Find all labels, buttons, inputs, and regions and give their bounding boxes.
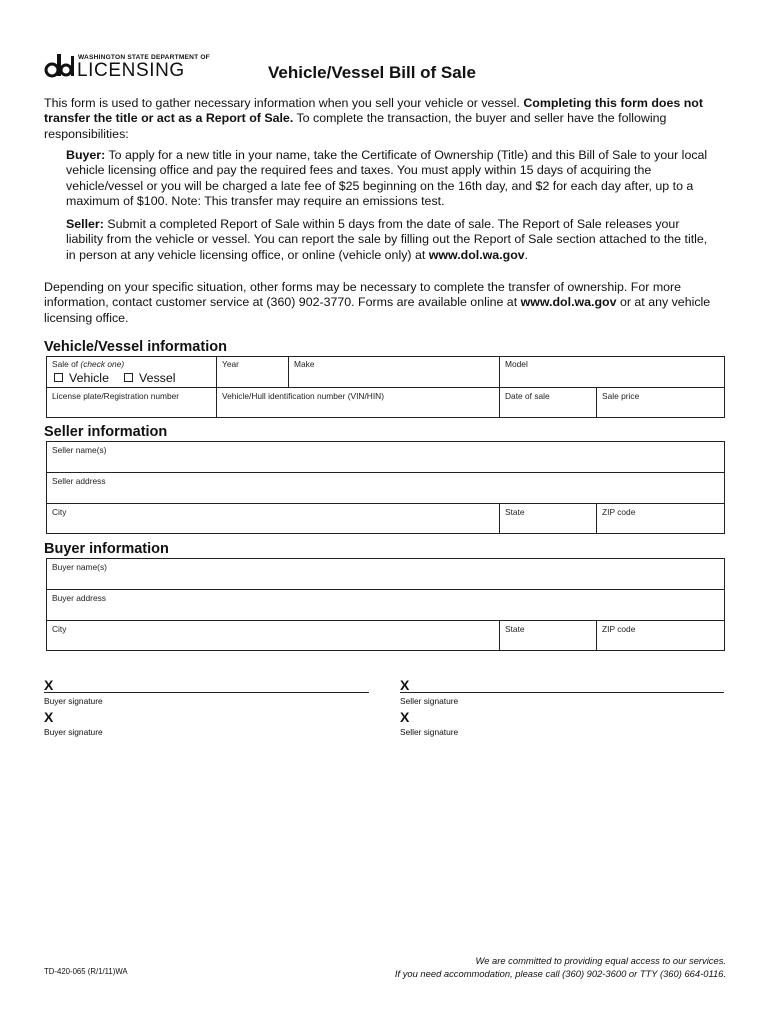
buyer-city-field[interactable]: City xyxy=(52,624,67,634)
seller-responsibility: Seller: Submit a completed Report of Sale within 5 days from the date of sale. The Report of Sale releases your liability from the vehicle or vessel. You can report the sale by filling out the Report of Sale section attached to the title, in person at any vehicle licensing office, or online (vehicle only) at www.dol.wa.gov. xyxy=(66,217,708,262)
vessel-checkbox[interactable] xyxy=(124,373,133,382)
vehicle-option-label: Vehicle xyxy=(69,371,109,385)
buyer-zip-field[interactable]: ZIP code xyxy=(602,624,636,634)
other-forms-paragraph: Depending on your specific situation, other forms may be necessary to complete the transfer of ownership. For more information, contact customer service at (360) 902-3770. Forms are available online at www.dol.wa.gov or at any vehicle licensing office. xyxy=(44,280,711,325)
signature-mark: X xyxy=(44,677,54,693)
agency-logo xyxy=(44,48,210,84)
vehicle-section-heading: Vehicle/Vessel information xyxy=(44,339,227,355)
seller-address-field[interactable]: Seller address xyxy=(52,476,106,486)
dol-website-link-2[interactable]: www.dol.wa.gov xyxy=(520,295,617,310)
buyer-responsibility: Buyer: To apply for a new title in your name, take the Certificate of Ownership (Title) and this Bill of Sale to your local vehicle licensing office and pay the required fees and taxes. You must apply within 15 days of acquiring the vehicle/vessel or you will be charged a late fee of $25 beginning on the 16th day, and $2 for each day after, up to a maximum of $100. Note: This transfer may require an emissions test. xyxy=(66,148,708,209)
seller-section-heading: Seller information xyxy=(44,424,168,440)
vessel-option-label: Vessel xyxy=(139,371,176,385)
dol-logo-icon xyxy=(44,50,74,80)
seller-signature-line-1[interactable] xyxy=(400,692,724,693)
form-title: Vehicle/Vessel Bill of Sale xyxy=(268,63,476,82)
seller-signature-label: Seller signature xyxy=(400,727,459,737)
agency-name-small: WASHINGTON STATE DEPARTMENT OF xyxy=(78,54,210,61)
year-field[interactable]: Year xyxy=(222,359,239,369)
buyer-signature-label: Buyer signature xyxy=(44,727,103,737)
sale-of-label: Sale of (check one) xyxy=(52,359,125,369)
sale-price-field[interactable]: Sale price xyxy=(602,391,640,401)
accessibility-notice: We are committed to providing equal access to our services. If you need accommodation, please call (360) 902-3600 or TTY (360) 664-0116. xyxy=(394,955,726,979)
date-of-sale-field[interactable]: Date of sale xyxy=(505,391,550,401)
buyer-info-box xyxy=(46,558,725,651)
seller-state-field[interactable]: State xyxy=(505,507,525,517)
seller-names-field[interactable]: Seller name(s) xyxy=(52,445,107,455)
buyer-state-field[interactable]: State xyxy=(505,624,525,634)
vehicle-checkbox[interactable] xyxy=(54,373,63,382)
agency-name-large: LICENSING xyxy=(77,60,185,81)
make-field[interactable]: Make xyxy=(294,359,315,369)
signature-mark: X xyxy=(400,677,410,693)
vin-field[interactable]: Vehicle/Hull identification number (VIN/HIN) xyxy=(222,391,384,401)
buyer-signature-line-1[interactable] xyxy=(44,692,369,693)
form-id: TD-420-065 (R/1/11)WA xyxy=(44,967,128,976)
signature-mark: X xyxy=(400,709,410,725)
buyer-section-heading: Buyer information xyxy=(44,541,169,557)
seller-city-field[interactable]: City xyxy=(52,507,67,517)
seller-info-box xyxy=(46,441,725,534)
buyer-signature-label: Buyer signature xyxy=(44,696,103,706)
seller-signature-label: Seller signature xyxy=(400,696,459,706)
license-plate-field[interactable]: License plate/Registration number xyxy=(52,391,180,401)
intro-paragraph: This form is used to gather necessary information when you sell your vehicle or vessel. Completing this form does not transfer the title or act as a Report of Sale. To complete the transaction, the buyer and seller have the following responsibilities: xyxy=(44,96,703,141)
signature-mark: X xyxy=(44,709,54,725)
buyer-address-field[interactable]: Buyer address xyxy=(52,593,106,603)
buyer-names-field[interactable]: Buyer name(s) xyxy=(52,562,107,572)
seller-zip-field[interactable]: ZIP code xyxy=(602,507,636,517)
model-field[interactable]: Model xyxy=(505,359,528,369)
dol-website-link[interactable]: www.dol.wa.gov xyxy=(428,247,525,262)
